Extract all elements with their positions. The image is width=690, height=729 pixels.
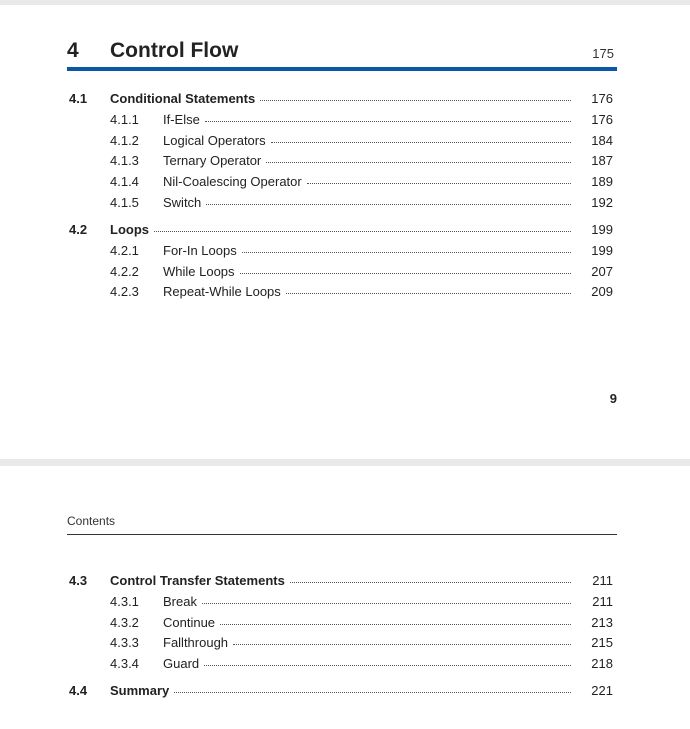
chapter-page-number: 175 bbox=[592, 46, 614, 61]
entry-page-number: 176 bbox=[591, 112, 613, 127]
entry-page-number: 213 bbox=[591, 615, 613, 630]
entry-title-row bbox=[163, 173, 571, 191]
entry-title: Switch bbox=[163, 195, 202, 210]
entry-title-row bbox=[163, 634, 571, 652]
toc-subsection-entry[interactable] bbox=[67, 283, 617, 301]
entry-title: Nil-Coalescing Operator bbox=[163, 174, 302, 189]
entry-number: 4.3.4 bbox=[110, 656, 139, 671]
entry-title-row bbox=[163, 132, 571, 150]
dot-leader bbox=[242, 241, 571, 253]
toc-subsection-entry[interactable] bbox=[67, 655, 617, 673]
entry-title: Logical Operators bbox=[163, 133, 266, 148]
entry-title: Fallthrough bbox=[163, 635, 229, 650]
entry-number: 4.3.3 bbox=[110, 635, 139, 650]
dot-leader bbox=[154, 220, 571, 232]
dot-leader bbox=[205, 110, 571, 122]
entry-page-number: 207 bbox=[591, 264, 613, 279]
running-head: Contents bbox=[67, 514, 116, 528]
dot-leader bbox=[174, 681, 571, 693]
entry-title: While Loops bbox=[163, 264, 235, 279]
page-folio: 9 bbox=[609, 391, 617, 406]
toc-subsection-entry[interactable] bbox=[67, 614, 617, 632]
entry-title-row bbox=[110, 90, 571, 108]
dot-leader bbox=[266, 151, 571, 163]
entry-number: 4.3.1 bbox=[110, 594, 139, 609]
entry-title: Summary bbox=[110, 683, 170, 698]
entry-page-number: 189 bbox=[591, 174, 613, 189]
dot-leader bbox=[206, 193, 571, 205]
toc-subsection-entry[interactable] bbox=[67, 634, 617, 652]
entry-number: 4.2.3 bbox=[110, 284, 139, 299]
entry-title-row bbox=[110, 572, 571, 590]
dot-leader bbox=[271, 131, 571, 143]
entry-title-row bbox=[163, 263, 571, 281]
entry-page-number: 221 bbox=[591, 683, 613, 698]
toc-section-entry[interactable] bbox=[67, 572, 617, 590]
chapter-rule bbox=[67, 67, 617, 71]
entry-page-number: 199 bbox=[591, 243, 613, 258]
entry-title: Break bbox=[163, 594, 197, 609]
dot-leader bbox=[260, 89, 571, 101]
chapter-title: Control Flow bbox=[110, 39, 239, 62]
chapter-number: 4 bbox=[67, 39, 79, 62]
entry-title: Conditional Statements bbox=[110, 91, 256, 106]
chapter-heading bbox=[67, 39, 617, 69]
entry-title-row bbox=[163, 152, 571, 170]
entry-title-row bbox=[163, 242, 571, 260]
entry-page-number: 192 bbox=[591, 195, 613, 210]
entry-number: 4.2.2 bbox=[110, 264, 139, 279]
entry-page-number: 176 bbox=[591, 91, 613, 106]
toc-section-entry[interactable] bbox=[67, 682, 617, 700]
toc-page-1 bbox=[0, 5, 690, 459]
dot-leader bbox=[202, 592, 571, 604]
entry-title: Ternary Operator bbox=[163, 153, 262, 168]
entry-page-number: 209 bbox=[591, 284, 613, 299]
toc-subsection-entry[interactable] bbox=[67, 263, 617, 281]
entry-number: 4.3 bbox=[69, 573, 88, 588]
toc-section-entry[interactable] bbox=[67, 90, 617, 108]
entry-number: 4.2 bbox=[69, 222, 88, 237]
entry-title-row bbox=[163, 614, 571, 632]
entry-title-row bbox=[163, 655, 571, 673]
toc-section-entry[interactable] bbox=[67, 221, 617, 239]
dot-leader bbox=[307, 172, 571, 184]
entry-title: Guard bbox=[163, 656, 200, 671]
entry-title-row bbox=[163, 194, 571, 212]
entry-title-row bbox=[163, 111, 571, 129]
entry-title: Continue bbox=[163, 615, 216, 630]
toc-subsection-entry[interactable] bbox=[67, 242, 617, 260]
dot-leader bbox=[290, 571, 571, 583]
entry-number: 4.3.2 bbox=[110, 615, 139, 630]
entry-number: 4.2.1 bbox=[110, 243, 139, 258]
toc-subsection-entry[interactable] bbox=[67, 173, 617, 191]
entry-page-number: 218 bbox=[591, 656, 613, 671]
entry-title-row bbox=[110, 682, 571, 700]
entry-number: 4.1.1 bbox=[110, 112, 139, 127]
toc-subsection-entry[interactable] bbox=[67, 132, 617, 150]
entry-page-number: 211 bbox=[592, 573, 613, 588]
entry-page-number: 211 bbox=[592, 594, 613, 609]
entry-title: Loops bbox=[110, 222, 149, 237]
entry-page-number: 215 bbox=[591, 635, 613, 650]
entry-number: 4.1.4 bbox=[110, 174, 139, 189]
entry-title: Repeat-While Loops bbox=[163, 284, 281, 299]
toc-page-2 bbox=[0, 466, 690, 729]
entry-page-number: 187 bbox=[591, 153, 613, 168]
entry-title: Control Transfer Statements bbox=[110, 573, 285, 588]
entry-page-number: 184 bbox=[591, 133, 613, 148]
dot-leader bbox=[240, 262, 571, 274]
dot-leader bbox=[233, 633, 571, 645]
entry-title: For-In Loops bbox=[163, 243, 237, 258]
toc-subsection-entry[interactable] bbox=[67, 152, 617, 170]
entry-number: 4.4 bbox=[69, 683, 88, 698]
toc-subsection-entry[interactable] bbox=[67, 194, 617, 212]
toc-subsection-entry[interactable] bbox=[67, 111, 617, 129]
entry-number: 4.1.5 bbox=[110, 195, 139, 210]
running-head-rule bbox=[67, 534, 617, 535]
entry-number: 4.1.2 bbox=[110, 133, 139, 148]
entry-number: 4.1.3 bbox=[110, 153, 139, 168]
dot-leader bbox=[204, 654, 571, 666]
dot-leader bbox=[286, 282, 571, 294]
entry-page-number: 199 bbox=[591, 222, 613, 237]
toc-subsection-entry[interactable] bbox=[67, 593, 617, 611]
entry-title-row bbox=[163, 593, 571, 611]
entry-title: If-Else bbox=[163, 112, 200, 127]
dot-leader bbox=[220, 613, 571, 625]
entry-title-row bbox=[163, 283, 571, 301]
entry-title-row bbox=[110, 221, 571, 239]
entry-number: 4.1 bbox=[69, 91, 88, 106]
